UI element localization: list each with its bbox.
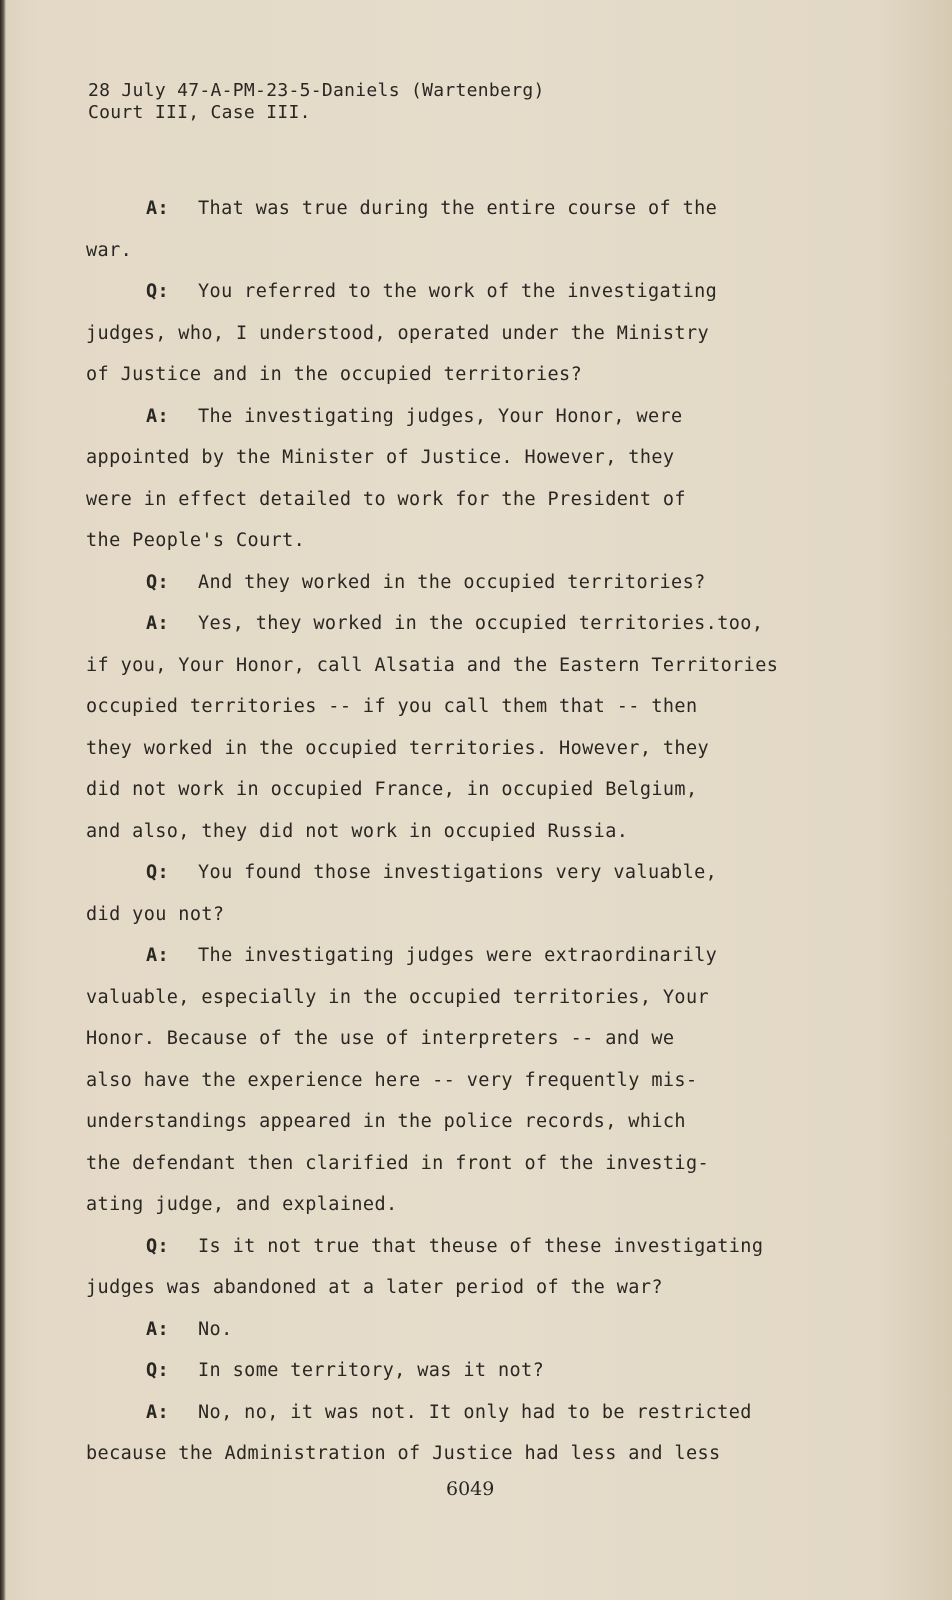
line-text: And they worked in the occupied territories? (198, 571, 706, 593)
transcript-line: of Justice and in the occupied territories? (86, 364, 583, 385)
transcript-line: valuable, especially in the occupied territories, Your (86, 986, 710, 1008)
transcript-line (86, 396, 886, 438)
transcript-line: judges, who, I understood, operated under the Ministry (86, 322, 710, 344)
transcript-line (86, 188, 886, 230)
speaker-label: A: (146, 198, 170, 219)
transcript-line (86, 852, 886, 894)
page-edge-shadow (0, 0, 6, 1600)
line-text: That was true during the entire course of the (198, 198, 718, 219)
transcript-line: the People's Court. (86, 530, 306, 551)
transcript-line: understandings appeared in the police records, which (86, 1111, 686, 1132)
transcript-line: also have the experience here -- very frequently mis- (86, 1069, 698, 1091)
transcript-line: were in effect detailed to work for the President of (86, 488, 686, 510)
transcript-line (86, 1226, 886, 1268)
transcript-line (86, 1309, 886, 1351)
line-text: No, no, it was not. It only had to be restricted (198, 1401, 752, 1423)
line-text: The investigating judges, Your Honor, were (198, 405, 683, 427)
transcript-line: if you, Your Honor, call Alsatia and the Eastern Territories (86, 654, 779, 676)
transcript-line: did you not? (86, 903, 225, 925)
transcript-line (86, 1392, 886, 1434)
transcript-line (86, 562, 886, 604)
speaker-label: Q: (146, 1360, 170, 1381)
transcript-line: Honor. Because of the use of interpreters -- and we (86, 1028, 675, 1049)
document-header (88, 80, 545, 124)
transcript-line (86, 603, 886, 645)
transcript-line: ating judge, and explained. (86, 1194, 398, 1215)
speaker-label: Q: (146, 571, 170, 593)
transcript-line (86, 935, 886, 977)
header-case-line: 28 July 47-A-PM-23-5-Daniels (Wartenberg) (88, 80, 545, 101)
transcript-line: because the Administration of Justice had less and less (86, 1443, 721, 1464)
speaker-label: A: (146, 405, 170, 427)
transcript-line (86, 271, 886, 313)
transcript-line: judges was abandoned at a later period of the war? (86, 1277, 663, 1298)
speaker-label: A: (146, 1401, 170, 1423)
line-text: Is it not true that theuse of these investigating (198, 1235, 764, 1257)
transcript-line: occupied territories -- if you call them that -- then (86, 696, 698, 717)
speaker-label: Q: (146, 281, 170, 302)
transcript-line: appointed by the Minister of Justice. However, they (86, 447, 675, 468)
line-text: No. (198, 1318, 233, 1340)
header-court-line: Court III, Case III. (88, 102, 311, 123)
line-text: You found those investigations very valuable, (198, 862, 718, 883)
speaker-label: Q: (146, 1235, 170, 1257)
transcript-line: they worked in the occupied territories. However, they (86, 737, 710, 759)
speaker-label: A: (146, 945, 170, 966)
transcript-body (86, 188, 886, 1475)
speaker-label: Q: (146, 862, 170, 883)
page-number: 6049 (446, 1478, 495, 1500)
speaker-label: A: (146, 1318, 170, 1340)
transcript-line: war. (86, 239, 133, 261)
line-text: The investigating judges were extraordinarily (198, 945, 718, 966)
speaker-label: A: (146, 613, 170, 634)
line-text: You referred to the work of the investigating (198, 281, 718, 302)
transcript-line: the defendant then clarified in front of the investig- (86, 1152, 710, 1174)
line-text: In some territory, was it not? (198, 1360, 545, 1381)
transcript-line: did not work in occupied France, in occupied Belgium, (86, 779, 698, 800)
transcript-line (86, 1350, 886, 1392)
line-text: Yes, they worked in the occupied territories.too, (198, 613, 764, 634)
transcript-line: and also, they did not work in occupied Russia. (86, 820, 629, 842)
